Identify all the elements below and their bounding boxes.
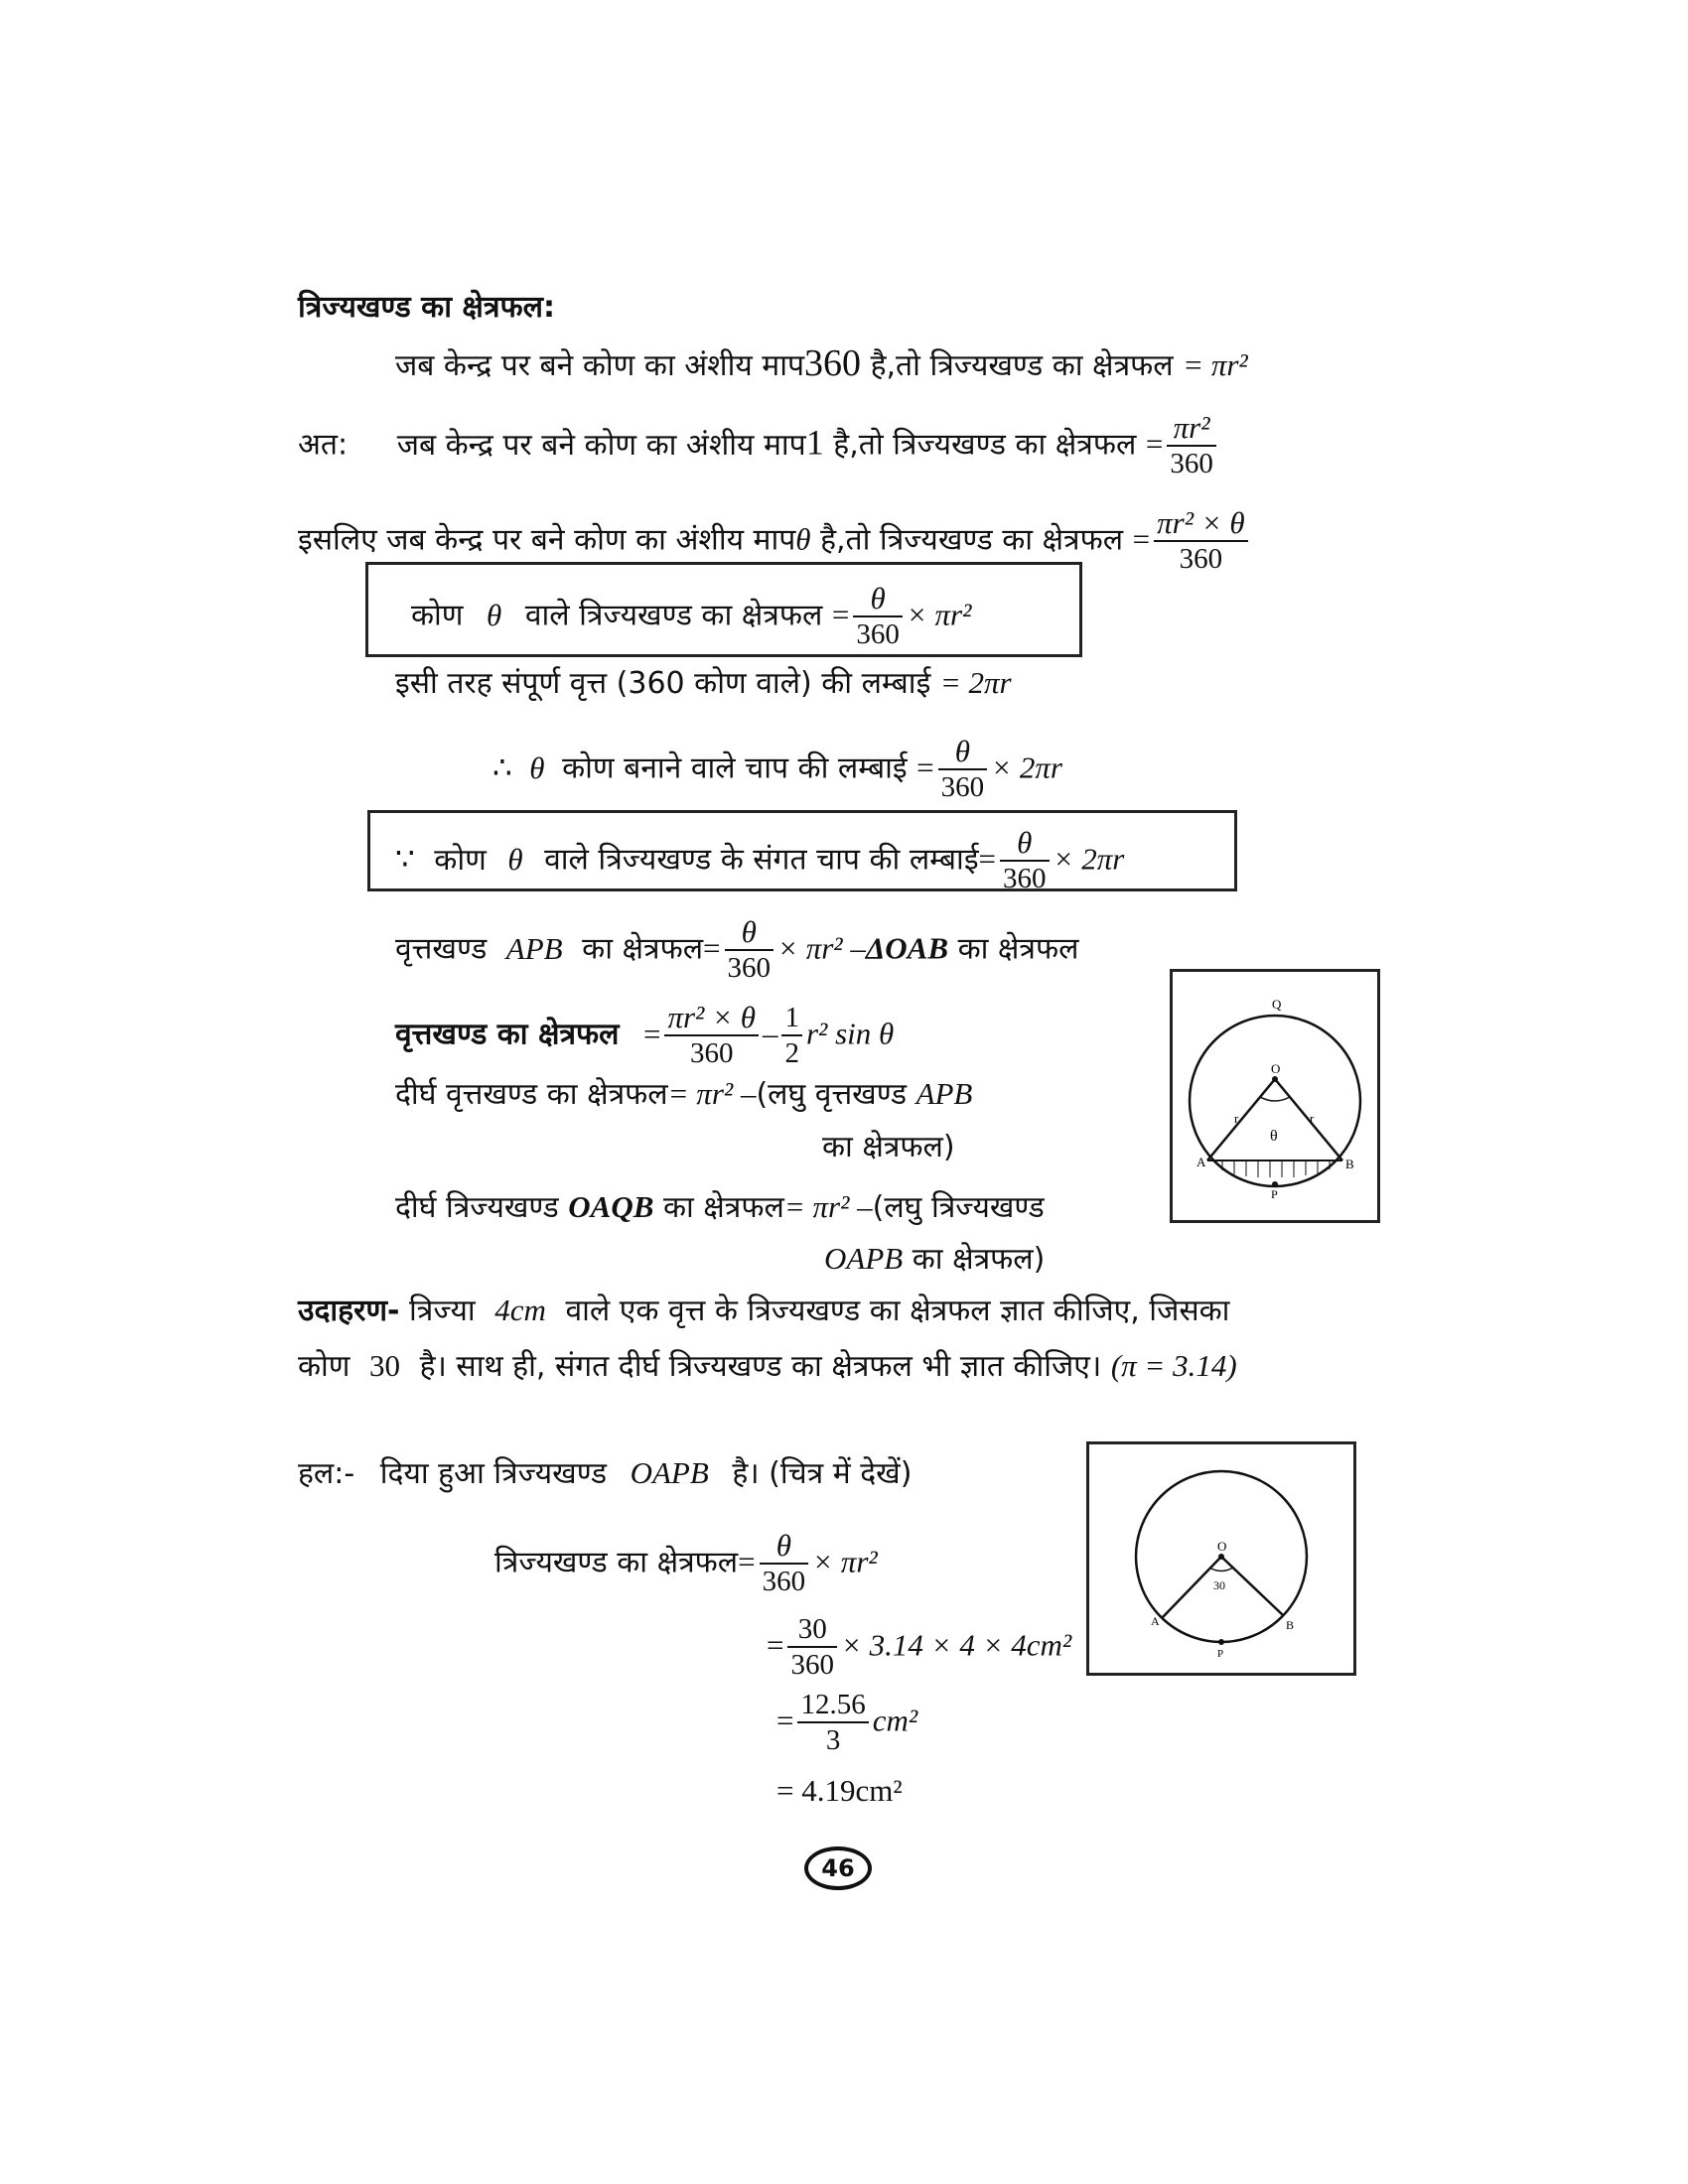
numerator: θ [853, 582, 903, 617]
fraction [725, 915, 774, 985]
triangle: ΔOAB [865, 930, 949, 966]
label-angle: 30 [1213, 1578, 1225, 1592]
text: है,तो त्रिज्यखण्ड का क्षेत्रफल [820, 522, 1124, 558]
tail: × 3.14 × 4 × 4cm² [840, 1627, 1072, 1663]
numerator: θ [725, 915, 774, 951]
angle-value: 360 [804, 342, 862, 384]
numerator: θ [1000, 826, 1050, 862]
line-segment-area-formula [395, 1001, 894, 1070]
formula: = πr² [1183, 347, 1248, 382]
equals: = [1132, 521, 1151, 557]
text: वृत्तखण्ड [395, 931, 488, 967]
tail: cm² [872, 1703, 918, 1738]
fraction [1154, 506, 1248, 576]
denominator: 360 [940, 771, 985, 803]
label-q: Q [1272, 997, 1282, 1012]
equals: = [978, 841, 997, 877]
text: वृत्तखण्ड का क्षेत्रफल [395, 1017, 620, 1052]
boxed-arc-length [395, 826, 1124, 895]
page-number: 46 [804, 1846, 872, 1890]
equals: = [1145, 426, 1164, 462]
angle-value: 1 [805, 422, 824, 463]
numerator: 12.56 [797, 1688, 868, 1723]
fraction [797, 1688, 868, 1757]
formula: = πr² – [783, 1189, 873, 1224]
denominator: 3 [825, 1724, 841, 1756]
text: जब केन्द्र पर बने कोण का अंशीय माप [396, 427, 806, 463]
text: की लम्बाई [821, 666, 931, 701]
text: दीर्घ त्रिज्यखण्ड [395, 1190, 559, 1225]
label-theta: θ [1270, 1128, 1278, 1145]
circle-diagram [1173, 972, 1377, 1220]
equals: = [776, 1703, 794, 1738]
text: दिया हुआ त्रिज्यखण्ड [379, 1456, 608, 1491]
numerator: θ [760, 1529, 809, 1565]
text: है। साथ ही, संगत दीर्घ त्रिज्यखण्ड का क्षेत्रफल भी ज्ञात कीजिए। [419, 1349, 1102, 1384]
text: वाले त्रिज्यखण्ड के संगत चाप की लम्बाई [544, 842, 979, 878]
denominator: 360 [790, 1649, 834, 1681]
fraction-half [781, 1001, 802, 1070]
lead: अत: [298, 427, 349, 463]
text: जब केन्द्र पर बने कोण का अंशीय माप [395, 348, 805, 383]
formula: = πr² – [667, 1076, 757, 1111]
line-segment-area [395, 915, 1078, 985]
label-o: O [1217, 1539, 1227, 1554]
text: कोण [434, 842, 487, 878]
tail: × πr² – [777, 930, 866, 966]
fraction [664, 1001, 759, 1070]
label-b: B [1286, 1618, 1295, 1632]
line-major-segment [395, 1074, 972, 1115]
paren: (लघु त्रिज्यखण्ड [872, 1190, 1045, 1225]
variable: OAQB [568, 1189, 654, 1224]
theta: θ [487, 597, 502, 632]
text: का क्षेत्रफल [582, 931, 704, 967]
denominator: 360 [856, 618, 900, 650]
text: त्रिज्या [409, 1294, 476, 1328]
solution-step-1 [494, 1529, 878, 1598]
theta: θ [507, 841, 523, 877]
theta: θ [529, 750, 545, 785]
line-full-angle-area [395, 343, 1248, 386]
text: है,तो त्रिज्यखण्ड का क्षेत्रफल [833, 427, 1137, 463]
because-symbol: ∵ [395, 841, 415, 877]
numerator: θ [938, 735, 988, 770]
equals: = [831, 597, 850, 632]
theta: θ [795, 521, 811, 557]
label-a: A [1151, 1614, 1160, 1628]
numerator: πr² × θ [1154, 506, 1248, 542]
label-o: O [1271, 1061, 1281, 1076]
fraction [760, 1529, 809, 1598]
fraction [1167, 411, 1216, 480]
paren: (360 कोण वाले) [616, 666, 812, 701]
formula: = 2πr [939, 665, 1012, 700]
tail: r² sin θ [805, 1016, 895, 1051]
label-a: A [1196, 1155, 1206, 1169]
variable: OAPB [630, 1455, 709, 1490]
line-circumference [395, 663, 1012, 704]
label-r1: r [1234, 1111, 1239, 1126]
paren: (लघु वृत्तखण्ड [756, 1077, 908, 1112]
figure-segment-diagram [1170, 969, 1380, 1223]
pi-value: (π = 3.14) [1110, 1348, 1237, 1383]
equals: = [738, 1544, 756, 1579]
solution-step-2 [767, 1612, 1071, 1682]
equals: = [916, 750, 934, 785]
tail: × πr² [812, 1544, 878, 1579]
text: कोण बनाने वाले चाप की लम्बाई [562, 751, 908, 786]
text: कोण [298, 1349, 351, 1384]
solution-label: हल:- [298, 1456, 355, 1491]
section-heading: त्रिज्यखण्ड का क्षेत्रफल: [298, 290, 555, 325]
figure-sector-diagram [1086, 1441, 1356, 1676]
radius: 4cm [494, 1293, 546, 1327]
text: वाले एक वृत्त के त्रिज्यखण्ड का क्षेत्रफल ज्ञात कीजिए, जिसका [565, 1294, 1230, 1328]
numerator: 1 [781, 1001, 802, 1036]
minus: – [762, 1016, 778, 1051]
text: कोण [411, 598, 464, 633]
line-one-degree-area [298, 411, 1220, 480]
text: त्रिज्यखण्ड का क्षेत्रफल [494, 1545, 739, 1580]
solution-step-3 [776, 1688, 917, 1757]
boxed-sector-area [411, 582, 971, 651]
denominator: 360 [1170, 448, 1213, 479]
text: है। (चित्र में देखें) [732, 1456, 913, 1491]
example-label: उदाहरण- [298, 1294, 400, 1328]
line-major-segment-cont: का क्षेत्रफल) [822, 1130, 955, 1164]
line-arc-length [492, 735, 1062, 804]
text: इसलिए जब केन्द्र पर बने कोण का अंशीय माप [298, 522, 796, 558]
label-p: P [1271, 1187, 1278, 1201]
equals: = [703, 930, 721, 966]
denominator: 360 [727, 952, 772, 984]
text: का क्षेत्रफल) [912, 1242, 1046, 1277]
circle-diagram [1089, 1444, 1353, 1673]
denominator: 360 [689, 1037, 734, 1069]
equals: = [767, 1627, 784, 1663]
denominator: 360 [762, 1566, 806, 1597]
variable: APB [505, 930, 563, 966]
line-major-sector [395, 1187, 1045, 1228]
text: दीर्घ वृत्तखण्ड का क्षेत्रफल [395, 1077, 668, 1112]
denominator: 2 [784, 1037, 799, 1069]
variable: APB [915, 1076, 973, 1111]
fraction [1000, 826, 1050, 895]
text: इसी तरह संपूर्ण वृत्त [395, 666, 608, 701]
text: वाले त्रिज्यखण्ड का क्षेत्रफल [524, 598, 823, 633]
example-line-1 [298, 1291, 1229, 1331]
text: का क्षेत्रफल [662, 1190, 784, 1225]
numerator: πr² × θ [664, 1001, 759, 1036]
example-line-2 [298, 1346, 1237, 1387]
text: है,तो त्रिज्यखण्ड का क्षेत्रफल [870, 348, 1174, 383]
tail: × 2πr [1053, 841, 1125, 877]
text: का क्षेत्रफल [957, 931, 1079, 967]
label-r2: r [1310, 1111, 1315, 1126]
fraction [853, 582, 903, 651]
line-major-sector-cont [824, 1239, 1045, 1280]
denominator: 360 [1003, 863, 1047, 894]
label-b: B [1345, 1157, 1354, 1171]
solution-intro [298, 1453, 912, 1494]
fraction [938, 735, 988, 804]
variable: OAPB [824, 1241, 904, 1276]
label-p: P [1217, 1648, 1224, 1660]
denominator: 360 [1179, 543, 1223, 575]
solution-result: = 4.19cm² [776, 1773, 903, 1808]
equals: = [642, 1016, 661, 1051]
angle: 30 [369, 1348, 401, 1383]
tail: × πr² [906, 597, 972, 632]
numerator: πr² [1167, 411, 1216, 447]
numerator: 30 [787, 1612, 837, 1648]
therefore-symbol: ∴ [492, 750, 512, 785]
fraction [787, 1612, 837, 1682]
tail: × 2πr [991, 750, 1062, 785]
